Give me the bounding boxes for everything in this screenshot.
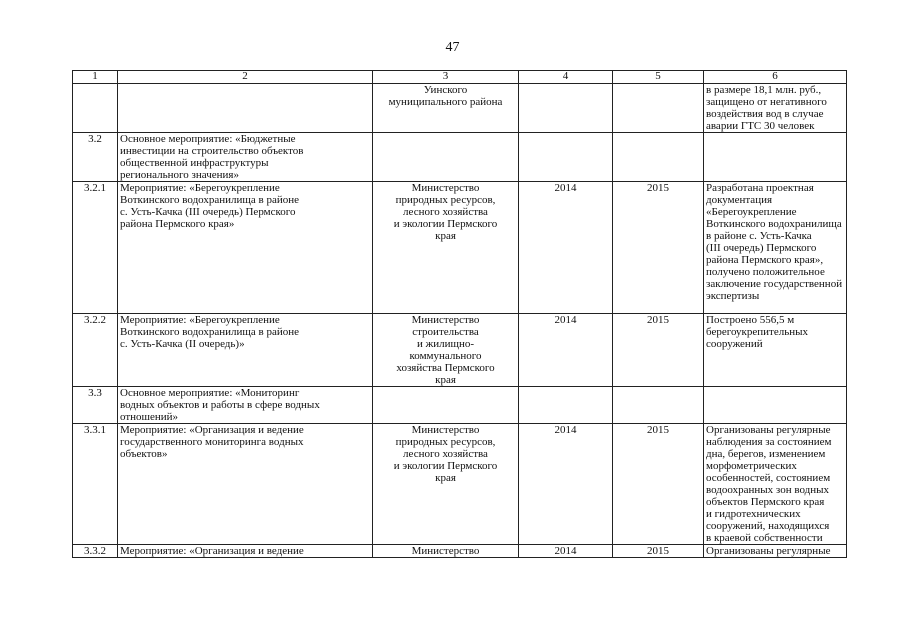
table-row: [73, 133, 847, 182]
row-number: 3.2: [73, 133, 118, 182]
executor: [373, 387, 519, 424]
end-year: 2015: [613, 314, 704, 387]
measures-table: [72, 70, 847, 558]
column-number: 6: [704, 71, 847, 84]
row-number: 3.3.2: [73, 545, 118, 558]
page-number: 47: [445, 40, 460, 55]
measure-name: Основное мероприятие: «Мониторинг водных объектов и работы в сфере водных отношений»: [118, 387, 373, 424]
expected-result: Организованы регулярные: [704, 545, 847, 558]
executor: Министерство природных ресурсов, лесного хозяйства и экологии Пермского края: [373, 424, 519, 545]
start-year: [519, 84, 613, 133]
measure-name: Мероприятие: «Берегоукрепление Воткинского водохранилища в районе с. Усть-Качка (III очередь) Пермского района Пермского края»: [118, 182, 373, 314]
table-row: [73, 84, 847, 133]
column-number-row: [73, 71, 847, 84]
table-row: [73, 182, 847, 314]
end-year: 2015: [613, 424, 704, 545]
row-number: 3.3.1: [73, 424, 118, 545]
column-number: 1: [73, 71, 118, 84]
start-year: 2014: [519, 424, 613, 545]
end-year: [613, 84, 704, 133]
start-year: 2014: [519, 545, 613, 558]
column-number: 5: [613, 71, 704, 84]
measure-name: [118, 84, 373, 133]
row-number: [73, 84, 118, 133]
start-year: [519, 387, 613, 424]
expected-result: в размере 18,1 млн. руб., защищено от негативного воздействия вод в случае аварии ГТС 30 человек: [704, 84, 847, 133]
measure-name: Мероприятие: «Организация и ведение: [118, 545, 373, 558]
measure-name: Мероприятие: «Организация и ведение государственного мониторинга водных объектов»: [118, 424, 373, 545]
executor: Министерство природных ресурсов, лесного хозяйства и экологии Пермского края: [373, 182, 519, 314]
row-number: 3.3: [73, 387, 118, 424]
start-year: 2014: [519, 182, 613, 314]
column-number: 4: [519, 71, 613, 84]
measure-name: Мероприятие: «Берегоукрепление Воткинского водохранилища в районе с. Усть-Качка (II очередь)»: [118, 314, 373, 387]
column-number: 2: [118, 71, 373, 84]
end-year: 2015: [613, 182, 704, 314]
column-number: 3: [373, 71, 519, 84]
start-year: 2014: [519, 314, 613, 387]
expected-result: Организованы регулярные наблюдения за состоянием дна, берегов, изменением морфометрических особенностей, состоянием водоохранных зон водных объектов Пермского края и гидротехнических сооружений, находящихся в краевой собственности: [704, 424, 847, 545]
start-year: [519, 133, 613, 182]
end-year: 2015: [613, 545, 704, 558]
expected-result: Разработана проектная документация «Берегоукрепление Воткинского водохранилища в районе с. Усть-Качка (III очередь) Пермского района Пермского края», получено положительное заключение государственной экспертизы: [704, 182, 847, 314]
executor: [373, 133, 519, 182]
executor: Министерство: [373, 545, 519, 558]
expected-result: Построено 556,5 м берегоукрепительных сооружений: [704, 314, 847, 387]
executor: Уинского муниципального района: [373, 84, 519, 133]
measure-name: Основное мероприятие: «Бюджетные инвестиции на строительство объектов общественной инфраструктуры регионального значения»: [118, 133, 373, 182]
table-row: [73, 545, 847, 558]
table-row: [73, 314, 847, 387]
row-number: 3.2.1: [73, 182, 118, 314]
expected-result: [704, 133, 847, 182]
table-row: [73, 424, 847, 545]
end-year: [613, 387, 704, 424]
table-row: [73, 387, 847, 424]
end-year: [613, 133, 704, 182]
row-number: 3.2.2: [73, 314, 118, 387]
executor: Министерство строительства и жилищно- коммунального хозяйства Пермского края: [373, 314, 519, 387]
expected-result: [704, 387, 847, 424]
